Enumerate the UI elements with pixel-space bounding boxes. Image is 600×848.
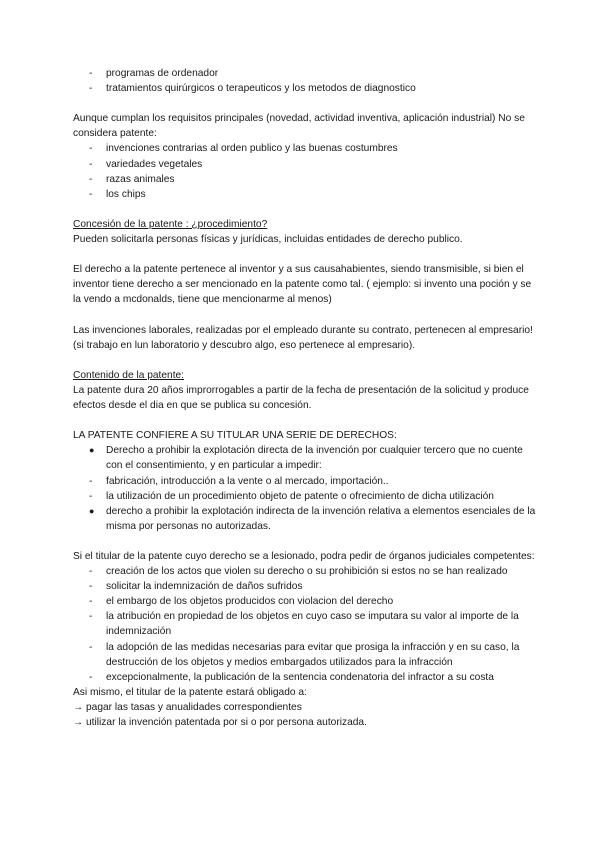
list-item: [73, 564, 540, 579]
list-item-text: la utilización de un procedimiento objeto de patente o ofrecimiento de dicha utilización: [106, 490, 494, 502]
list-item: [73, 579, 540, 594]
paragraph-solicitar: Pueden solicitarla personas físicas y jurídicas, incluidas entidades de derecho publico.: [73, 234, 463, 246]
arrow-line-tasas: → pagar las tasas y anualidades correspondientes: [73, 701, 302, 713]
list-item: [73, 489, 540, 504]
list-item: [73, 609, 540, 639]
list-item: [73, 66, 540, 81]
dash-marker: -: [89, 490, 93, 502]
list-item-text: programas de ordenador: [106, 68, 219, 79]
arrow-line-utilizar: → utilizar la invención patentada por si o por persona autorizada.: [73, 717, 367, 729]
dash-marker: -: [89, 68, 93, 79]
dash-marker: -: [89, 173, 93, 185]
list-no-patente: [73, 141, 540, 201]
list-item-text: Derecho a prohibir la explotación directa de la invención por cualquier tercero que no cuente con el consentimiento, y en particular a impedir:: [106, 445, 523, 472]
list-derechos: [73, 443, 540, 534]
list-item-text: el embargo de los objetos producidos con violacion del derecho: [106, 596, 394, 608]
heading-concesion: Concesión de la patente : ¿procedimiento?: [73, 218, 268, 230]
paragraph-duracion: La patente dura 20 años improrrogables a partir de la fecha de presentación de la solicitud y produce efectos desde el dia en que se publica su concesión.: [73, 384, 529, 412]
dash-marker: -: [89, 581, 93, 593]
list-item-text: invenciones contrarias al orden publico y las buenas costumbres: [106, 143, 398, 155]
list-item-text: fabricación, introducción a la vente o al mercado, importación..: [106, 475, 389, 487]
heading-contenido: Contenido de la patente:: [73, 369, 185, 381]
dash-marker: -: [89, 158, 93, 170]
paragraph-laborales: Las invenciones laborales, realizadas por el empleado durante su contrato, pertenecen al empresario! (si trabajo en lun laboratorio y descubro algo, eso pertenece al empresario).: [73, 324, 533, 351]
list-item: [73, 187, 540, 202]
list-item-text: razas animales: [106, 173, 175, 185]
list-item: [73, 157, 540, 172]
paragraph-confiere: LA PATENTE CONFIERE A SU TITULAR UNA SERIE DE DERECHOS:: [73, 430, 397, 442]
dash-marker: -: [89, 671, 93, 683]
dash-marker: -: [89, 83, 93, 95]
list-item: [73, 474, 540, 489]
dash-marker: -: [89, 611, 93, 623]
list-item: [73, 594, 540, 609]
paragraph-lesionado: Si el titular de la patente cuyo derecho se a lesionado, podra pedir de órganos judiciales competentes:: [73, 551, 535, 562]
list-item-text: solicitar la indemnización de daños sufridos: [106, 581, 303, 593]
bullet-marker: ●: [89, 505, 95, 516]
list-item: [73, 81, 540, 96]
dash-marker: -: [89, 475, 93, 487]
dash-marker: -: [89, 641, 93, 653]
list-item: [73, 504, 540, 534]
paragraph-obligado: Asi mismo, el titular de la patente estará obligado a:: [73, 686, 307, 698]
list-item-text: derecho a prohibir la explotación indirecta de la invención relativa a elementos esenciales de la misma por personas no autorizadas.: [106, 505, 536, 532]
paragraph-requisitos: Aunque cumplan los requisitos principales (novedad, actividad inventiva, aplicación industrial) No se considera patente:: [73, 113, 525, 140]
paragraph-derecho: El derecho a la patente pertenece al inventor y a sus causahabientes, siendo transmisible, si bien el inventor tiene derecho a ser mencionado en la patente como tal. ( ejemplo: si invento una poción y se la vendo a mcdonalds, tiene que mencionarme al menos): [73, 264, 532, 306]
list-item: [73, 141, 540, 156]
list-acciones: [73, 564, 540, 685]
list-item-text: creación de los actos que violen su derecho o su prohibición si estos no se han realizado: [106, 566, 508, 578]
list-item-text: la atribución en propiedad de los objetos en cuyo caso se imputara su valor al importe de la indemnización: [106, 611, 519, 638]
list-item: [73, 443, 540, 473]
dash-marker: -: [89, 143, 93, 155]
list-item: [73, 640, 540, 670]
list-item-text: variedades vegetales: [106, 158, 203, 170]
list-item: [73, 172, 540, 187]
list-top: [73, 66, 540, 96]
list-item-text: tratamientos quirúrgicos o terapeuticos y los metodos de diagnostico: [106, 83, 416, 95]
list-item-text: los chips: [106, 188, 146, 200]
list-item-text: excepcionalmente, la publicación de la sentencia condenatoria del infractor a su costa: [106, 671, 494, 683]
bullet-marker: ●: [89, 445, 95, 456]
list-item-text: la adopción de las medidas necesarias para evitar que prosiga la infracción y en su caso, la destrucción de los objetos y medios embargados utilizados para la infracción: [106, 641, 520, 668]
dash-marker: -: [89, 566, 93, 578]
list-item: [73, 670, 540, 685]
dash-marker: -: [89, 188, 93, 200]
dash-marker: -: [89, 596, 93, 608]
